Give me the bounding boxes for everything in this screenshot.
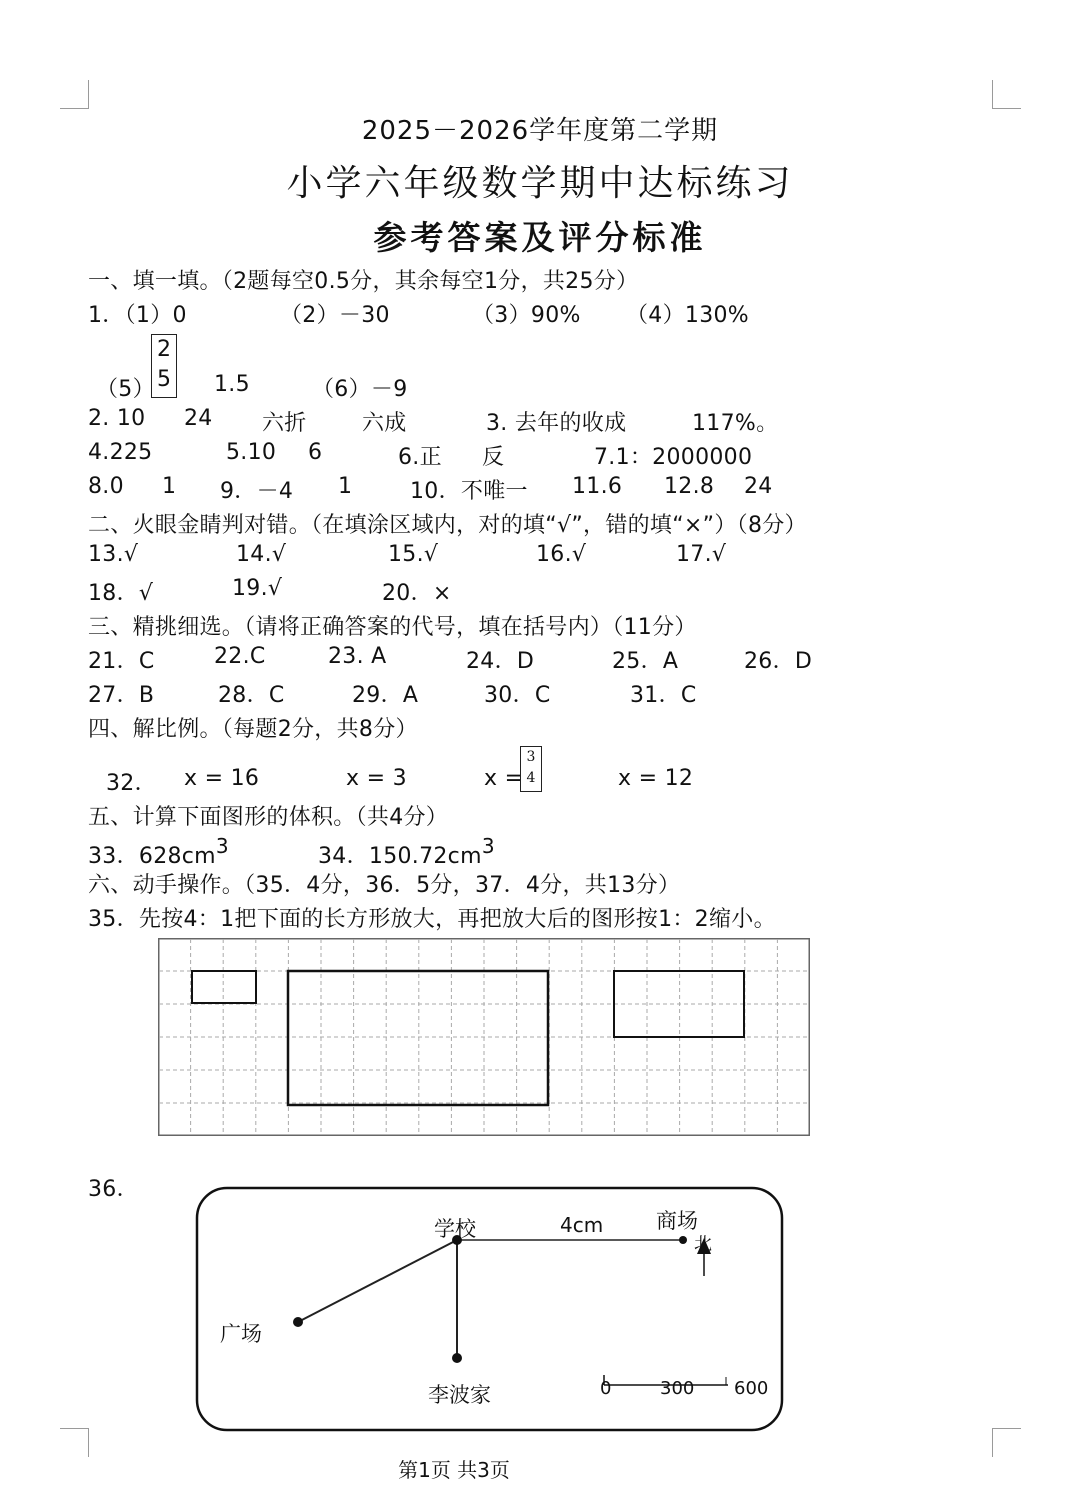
answer-23: 23. A <box>328 644 387 669</box>
question-36-label: 36． <box>88 1177 139 1202</box>
section-1-heading: 一、填一填。（2题每空0.5分，其余每空1分，共25分） <box>88 269 639 294</box>
answer-9-b: 1 <box>338 474 353 499</box>
answer-8-a: 8.0 <box>88 474 124 499</box>
answer-6-b: 反 <box>482 445 505 470</box>
home-label: 李波家 <box>428 1383 491 1407</box>
answer-16: 16.√ <box>536 542 587 567</box>
answer-18: 18．√ <box>88 581 154 606</box>
answer-17: 17.√ <box>676 542 727 567</box>
answer-5-b: 6 <box>308 440 323 465</box>
scale-600: 600 <box>734 1378 769 1399</box>
rectangle-grid-figure <box>158 938 810 1136</box>
answer-19: 19.√ <box>232 576 283 601</box>
answer-8-b: 1 <box>162 474 177 499</box>
answer-1-1: 1．（1）0 <box>88 303 187 328</box>
answer-11: 11.6 <box>572 474 623 499</box>
fraction-denominator: 4 <box>526 770 536 786</box>
location-map-figure <box>190 1176 790 1438</box>
answer-33 <box>88 834 229 870</box>
answer-14: 14.√ <box>236 542 287 567</box>
section-4-heading: 四、解比例。（每题2分，共8分） <box>88 717 418 742</box>
answer-12-b: 24 <box>744 474 773 499</box>
exam-title: 小学六年级数学期中达标练习 <box>286 163 794 204</box>
scale-zero: 0 <box>600 1378 612 1399</box>
fraction-two-fifths <box>151 334 177 398</box>
question-35-text: 35．先按4：1把下面的长方形放大，再把放大后的图形按1：2缩小。 <box>88 907 776 932</box>
answer-33-value: 33．628cm <box>88 844 216 869</box>
answer-34 <box>318 834 495 870</box>
answer-12-a: 12.8 <box>664 474 715 499</box>
fraction-numerator: 2 <box>157 337 171 362</box>
square-label: 广场 <box>220 1322 262 1346</box>
answer-3: 3. 去年的收成 <box>486 411 627 436</box>
answer-29: 29．A <box>352 683 419 708</box>
answer-4: 4.225 <box>88 440 153 465</box>
answer-30: 30．C <box>484 683 551 708</box>
answer-2-b: 24 <box>184 406 213 431</box>
fraction-denominator: 5 <box>157 367 171 392</box>
school-label: 学校 <box>434 1217 476 1241</box>
answer-27: 27．B <box>88 683 155 708</box>
answer-24: 24．D <box>466 649 535 674</box>
answer-1-5-decimal: 1.5 <box>214 372 250 397</box>
answer-1-5-label: （5） <box>96 377 155 402</box>
answer-2-a: 2. 10 <box>88 406 146 431</box>
corner-mark-bottom-right <box>992 1428 1021 1457</box>
home-point <box>452 1353 462 1363</box>
fraction-three-quarters <box>520 746 542 792</box>
section-5-heading: 五、计算下面图形的体积。（共4分） <box>88 805 449 830</box>
mall-point <box>679 1236 687 1244</box>
distance-label: 4cm <box>560 1213 604 1237</box>
section-6-heading: 六、动手操作。（35．4分，36．5分，37．4分，共13分） <box>88 873 681 898</box>
scale-300: 300 <box>660 1378 695 1399</box>
answer-key-title: 参考答案及评分标准 <box>373 218 707 257</box>
section-2-heading: 二、火眼金睛判对错。（在填涂区域内，对的填“√”，错的填“×”）（8分） <box>88 513 807 538</box>
corner-mark-bottom-left <box>60 1428 89 1457</box>
answer-32-2: x = 3 <box>346 766 407 791</box>
answer-2-d: 六成 <box>362 411 407 436</box>
section-3-heading: 三、精挑细选。（请将正确答案的代号，填在括号内）（11分） <box>88 615 697 640</box>
answer-10: 10．不唯一 <box>410 479 528 504</box>
school-to-square-line <box>298 1240 457 1322</box>
corner-mark-top-left <box>60 80 89 109</box>
answer-5-a: 5.10 <box>226 440 277 465</box>
answer-1-4: （4）130% <box>626 303 749 328</box>
square-point <box>293 1317 303 1327</box>
enlarged-rectangle <box>288 971 548 1105</box>
cubic-exponent: 3 <box>481 834 495 858</box>
cubic-exponent: 3 <box>215 834 229 858</box>
answer-7: 7.1：2000000 <box>594 445 753 470</box>
answer-1-2: （2）－30 <box>280 303 390 328</box>
answer-32-4: x = 12 <box>618 766 694 791</box>
answer-6-a: 6.正 <box>398 445 442 470</box>
answer-15: 15.√ <box>388 542 439 567</box>
answer-2-c: 六折 <box>262 411 307 436</box>
answer-32-1: x = 16 <box>184 766 260 791</box>
answer-21: 21．C <box>88 649 155 674</box>
answer-28: 28．C <box>218 683 285 708</box>
answer-32-label: 32． <box>106 771 157 796</box>
answer-34-value: 34．150.72cm <box>318 844 482 869</box>
page-number-footer: 第1页 共3页 <box>398 1458 510 1482</box>
corner-mark-top-right <box>992 80 1021 109</box>
original-rectangle <box>192 971 256 1003</box>
fraction-numerator: 3 <box>526 749 536 765</box>
answer-1-6: （6）－9 <box>312 377 408 402</box>
answer-20: 20．× <box>382 581 452 606</box>
answer-13: 13.√ <box>88 542 139 567</box>
answer-9-a: 9．－4 <box>220 479 294 504</box>
answer-1-3: （3）90% <box>472 303 581 328</box>
answer-31: 31．C <box>630 683 697 708</box>
north-label: 北 <box>694 1234 712 1255</box>
answer-3-percent: 117%。 <box>692 411 779 436</box>
answer-22: 22.C <box>214 644 266 669</box>
mall-label: 商场 <box>656 1209 698 1233</box>
school-year-line: 2025－2026学年度第二学期 <box>361 116 719 146</box>
answer-32-3-prefix: x = <box>484 766 524 791</box>
answer-26: 26．D <box>744 649 813 674</box>
answer-25: 25．A <box>612 649 679 674</box>
